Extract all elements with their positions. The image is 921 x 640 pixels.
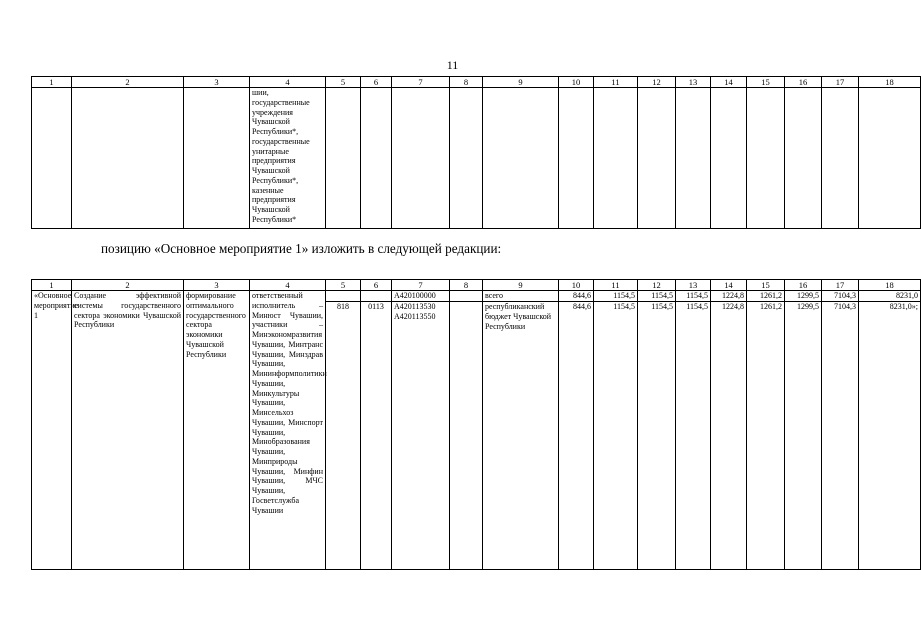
event-result-cell: формирование оптимального государственного сектора экономики Чувашской Республики — [184, 291, 250, 570]
col-number: 16 — [785, 77, 822, 88]
col-number: 9 — [483, 77, 559, 88]
col-number: 3 — [184, 77, 250, 88]
value-cell: 1299,5 — [785, 302, 822, 570]
event-description-cell: Создание эффективной системы государственного сектора экономики Чувашской Республики — [72, 291, 184, 570]
col-number: 8 — [450, 280, 483, 291]
target-code-cell — [392, 302, 450, 570]
section-code-cell: 0113 — [361, 302, 392, 570]
event-name-cell: «Основное мероприятие 1 — [32, 291, 72, 570]
total-row — [32, 291, 921, 302]
col-number: 1 — [32, 280, 72, 291]
value-cell: 1154,5 — [676, 291, 711, 302]
col-number: 11 — [594, 77, 638, 88]
col-number: 7 — [392, 280, 450, 291]
continuation-table — [31, 76, 921, 229]
target-code-2: А420113550 — [394, 311, 436, 321]
column-number-row — [32, 77, 921, 88]
continuation-text: шии, государственные учреждения Чувашской Республики*, государственные унитарные предприятия Чувашской Республики*, казенные предприятия Чувашской Республики* — [250, 88, 326, 229]
col-number: 14 — [711, 77, 747, 88]
ministry-code-cell: 818 — [326, 302, 361, 570]
executor-cell: ответственный исполнитель – Минюст Чувашии, участники – Минэкономразвития Чувашии, Минтранс Чувашии, Минздрав Чувашии, Мининформполитики Чувашии, Минкультуры Чувашии, Минсельхоз Чувашии, Минспорт Чувашии, Минобразования Чувашии, Минприроды Чувашии, Минфин Чувашии, МЧС Чувашии, Госветслужба Чувашии — [250, 291, 326, 570]
col-number: 4 — [250, 280, 326, 291]
col-number: 15 — [747, 77, 785, 88]
funding-source-budget: республиканский бюджет Чувашской Республики — [483, 302, 559, 570]
col-number: 6 — [361, 77, 392, 88]
col-number: 6 — [361, 280, 392, 291]
col-number: 1 — [32, 77, 72, 88]
col-number: 17 — [822, 77, 859, 88]
col-number: 2 — [72, 280, 184, 291]
value-cell: 1154,5 — [638, 291, 676, 302]
value-cell: 1154,5 — [594, 291, 638, 302]
target-code-total: А420100000 — [392, 291, 450, 302]
col-number: 15 — [747, 280, 785, 291]
main-event-table — [31, 279, 921, 570]
value-cell: 1224,8 — [711, 302, 747, 570]
col-number: 5 — [326, 280, 361, 291]
col-number: 17 — [822, 280, 859, 291]
value-cell: 1154,5 — [676, 302, 711, 570]
col-number: 8 — [450, 77, 483, 88]
value-cell: 1154,5 — [638, 302, 676, 570]
col-number: 9 — [483, 280, 559, 291]
value-cell: 7104,3 — [822, 302, 859, 570]
column-number-row — [32, 280, 921, 291]
col-number: 12 — [638, 280, 676, 291]
col-number: 3 — [184, 280, 250, 291]
col-number: 13 — [676, 77, 711, 88]
col-number: 14 — [711, 280, 747, 291]
col-number: 16 — [785, 280, 822, 291]
col-number: 5 — [326, 77, 361, 88]
col-number: 10 — [559, 280, 594, 291]
col-number: 2 — [72, 77, 184, 88]
value-cell: 1261,2 — [747, 291, 785, 302]
col-number: 13 — [676, 280, 711, 291]
value-cell: 844,6 — [559, 291, 594, 302]
col-number: 4 — [250, 77, 326, 88]
value-cell: 8231,0 — [859, 291, 921, 302]
value-cell: 1154,5 — [594, 302, 638, 570]
col-number: 18 — [859, 77, 921, 88]
page-number: 11 — [446, 58, 459, 72]
instruction-text: позицию «Основное мероприятие 1» изложить в следующей редакции: — [101, 241, 502, 256]
value-cell: 8231,0»; — [859, 302, 921, 570]
value-cell: 1224,8 — [711, 291, 747, 302]
value-cell: 1261,2 — [747, 302, 785, 570]
target-code-1: А420113530 — [394, 302, 436, 311]
value-cell: 7104,3 — [822, 291, 859, 302]
col-number: 10 — [559, 77, 594, 88]
col-number: 18 — [859, 280, 921, 291]
continuation-row — [32, 88, 921, 229]
value-cell: 844,6 — [559, 302, 594, 570]
col-number: 11 — [594, 280, 638, 291]
col-number: 12 — [638, 77, 676, 88]
value-cell: 1299,5 — [785, 291, 822, 302]
funding-source-total: всего — [483, 291, 559, 302]
col-number: 7 — [392, 77, 450, 88]
